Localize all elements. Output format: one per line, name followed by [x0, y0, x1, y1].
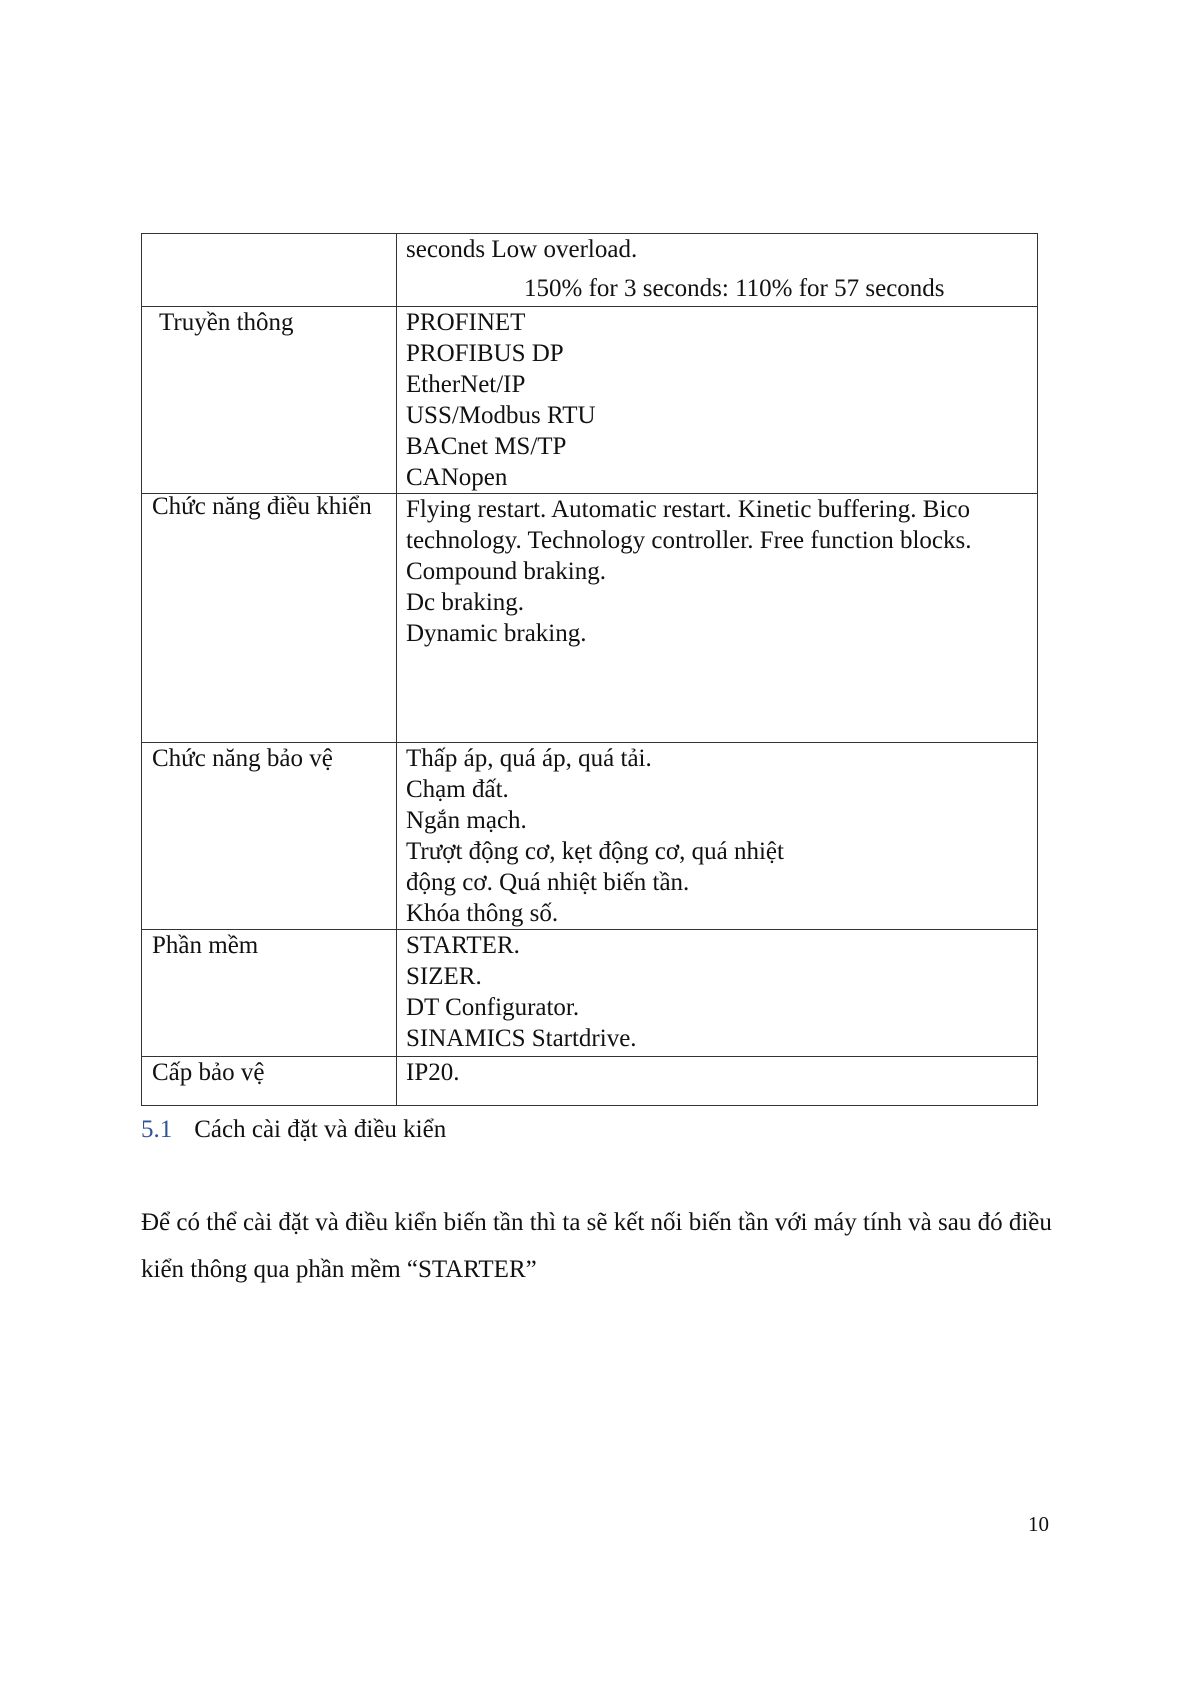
value-line: Dc braking. — [406, 589, 525, 616]
table-row — [142, 307, 1038, 494]
body-paragraph: Để có thể cài đặt và điều kiển biến tần thì ta sẽ kết nối biến tần với máy tính và sau đó điều kiển thông qua phần mềm “STARTER” — [141, 1209, 1052, 1283]
page-number: 10 — [1028, 1512, 1049, 1536]
row-label-text: Cấp bảo vệ — [152, 1059, 265, 1086]
row-label — [142, 234, 397, 307]
value-line: Khóa thông số. — [406, 900, 559, 927]
value-line: CANopen — [406, 464, 508, 491]
row-label — [142, 494, 397, 743]
section-number: 5.1 — [141, 1116, 173, 1143]
row-label-text: Chức năng bảo vệ — [152, 745, 333, 772]
value-line: Compound braking. — [406, 558, 606, 585]
table-row — [142, 743, 1038, 930]
value-line: IP20. — [406, 1059, 460, 1086]
value-line: BACnet MS/TP — [406, 433, 567, 460]
value-line: EtherNet/IP — [406, 371, 526, 398]
value-line: PROFIBUS DP — [406, 340, 564, 367]
row-label — [142, 743, 397, 930]
row-value — [397, 1057, 1038, 1106]
row-label — [142, 1057, 397, 1106]
table-row — [142, 930, 1038, 1057]
value-line: DT Configurator. — [406, 994, 580, 1021]
row-label — [142, 307, 397, 494]
row-value — [397, 234, 1038, 307]
value-line: STARTER. — [406, 932, 520, 959]
row-label-text: Truyền thông — [159, 309, 294, 336]
section-heading — [141, 1115, 446, 1145]
value-line: SINAMICS Startdrive. — [406, 1025, 637, 1052]
value-line: Flying restart. Automatic restart. Kinetic buffering. Bico technology. Technology controller. Free function blocks. — [406, 496, 972, 554]
value-line: Dynamic braking. — [406, 620, 587, 647]
row-value — [397, 307, 1038, 494]
table-row — [142, 234, 1038, 307]
value-line: seconds Low overload. — [406, 236, 638, 263]
table-row — [142, 1057, 1038, 1106]
specification-table — [141, 233, 1038, 1106]
row-value — [397, 494, 1038, 743]
value-line: SIZER. — [406, 963, 482, 990]
value-line: Ngắn mạch. — [406, 807, 527, 834]
value-line: PROFINET — [406, 309, 526, 336]
row-label-text: Phần mềm — [152, 932, 259, 959]
value-line: động cơ. Quá nhiệt biến tần. — [406, 869, 690, 896]
row-value — [397, 930, 1038, 1057]
value-line: Chạm đất. — [406, 776, 509, 803]
row-label-text: Chức năng điều khiển — [152, 493, 372, 520]
value-line: Thấp áp, quá áp, quá tải. — [406, 745, 652, 772]
value-line: 150% for 3 seconds: 110% for 57 seconds — [524, 275, 945, 302]
value-line: Trượt động cơ, kẹt động cơ, quá nhiệt — [406, 838, 784, 865]
section-title: Cách cài đặt và điều kiển — [194, 1116, 447, 1143]
row-label — [142, 930, 397, 1057]
value-line: USS/Modbus RTU — [406, 402, 596, 429]
table-row — [142, 494, 1038, 743]
row-value — [397, 743, 1038, 930]
